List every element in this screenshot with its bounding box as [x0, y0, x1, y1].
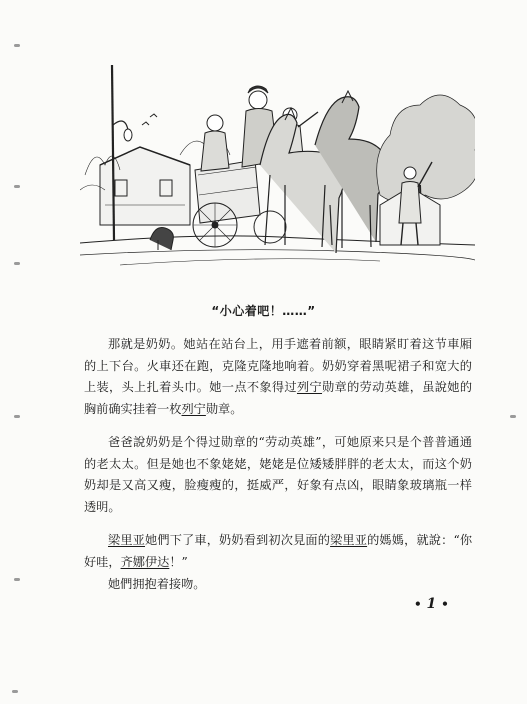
- text-segment: 勋章。: [205, 401, 243, 416]
- text-segment: 的媽媽，就說：“你好哇，: [84, 533, 473, 569]
- text-segment: 她們拥抱着接吻。: [108, 577, 206, 591]
- text-segment: ！”: [169, 554, 188, 569]
- text-segment: 勋章的劳动英雄，虽說她的胸前确实挂着一枚: [84, 380, 473, 416]
- margin-mark: [14, 415, 20, 418]
- underlined-name: 列宁: [296, 380, 323, 394]
- margin-mark: [14, 44, 20, 47]
- underlined-name: 梁里亚: [330, 533, 368, 547]
- margin-mark: [510, 415, 516, 418]
- underlined-name: 列宁: [181, 401, 206, 416]
- text-segment: 那就是奶奶。她站在站台上，用手遮着前额，眼睛紧盯着这节車厢的上下台。火車还在跑，克隆克隆地响着。奶奶穿着黑呢裙子和宽大的上装，头上扎着头巾。她一点不象得过: [84, 337, 472, 394]
- page-number: [414, 596, 449, 612]
- text-segment: 爸爸說奶奶是个得过勋章的“劳动英雄”，可她原来只是个普普通通的老太太。但是她也不象姥姥，姥姥是位矮矮胖胖的老太太，而这个奶奶却是又高又瘦，脸瘦瘦的，挺威严，好象有点凶，眼睛象玻璃瓶一样透明。: [84, 435, 472, 514]
- page-number-suffix: •: [441, 597, 449, 611]
- paragraph-3: [84, 530, 472, 573]
- carriage-illustration: [80, 55, 475, 270]
- underlined-name: 梁里亚: [108, 533, 146, 547]
- paragraph-2: [84, 432, 472, 518]
- illustration-caption: “小心着吧！……”: [211, 304, 316, 318]
- paragraph-4: [84, 574, 472, 596]
- page-number-prefix: •: [414, 597, 422, 611]
- margin-mark: [14, 578, 20, 581]
- underlined-name: 齐娜伊达: [120, 554, 170, 569]
- margin-mark: [12, 690, 18, 693]
- margin-mark: [14, 185, 20, 188]
- paragraph-1: [84, 334, 472, 420]
- page-number-value: 1: [426, 596, 437, 612]
- text-segment: 她們下了車，奶奶看到初次見面的: [145, 533, 331, 547]
- margin-mark: [14, 262, 20, 265]
